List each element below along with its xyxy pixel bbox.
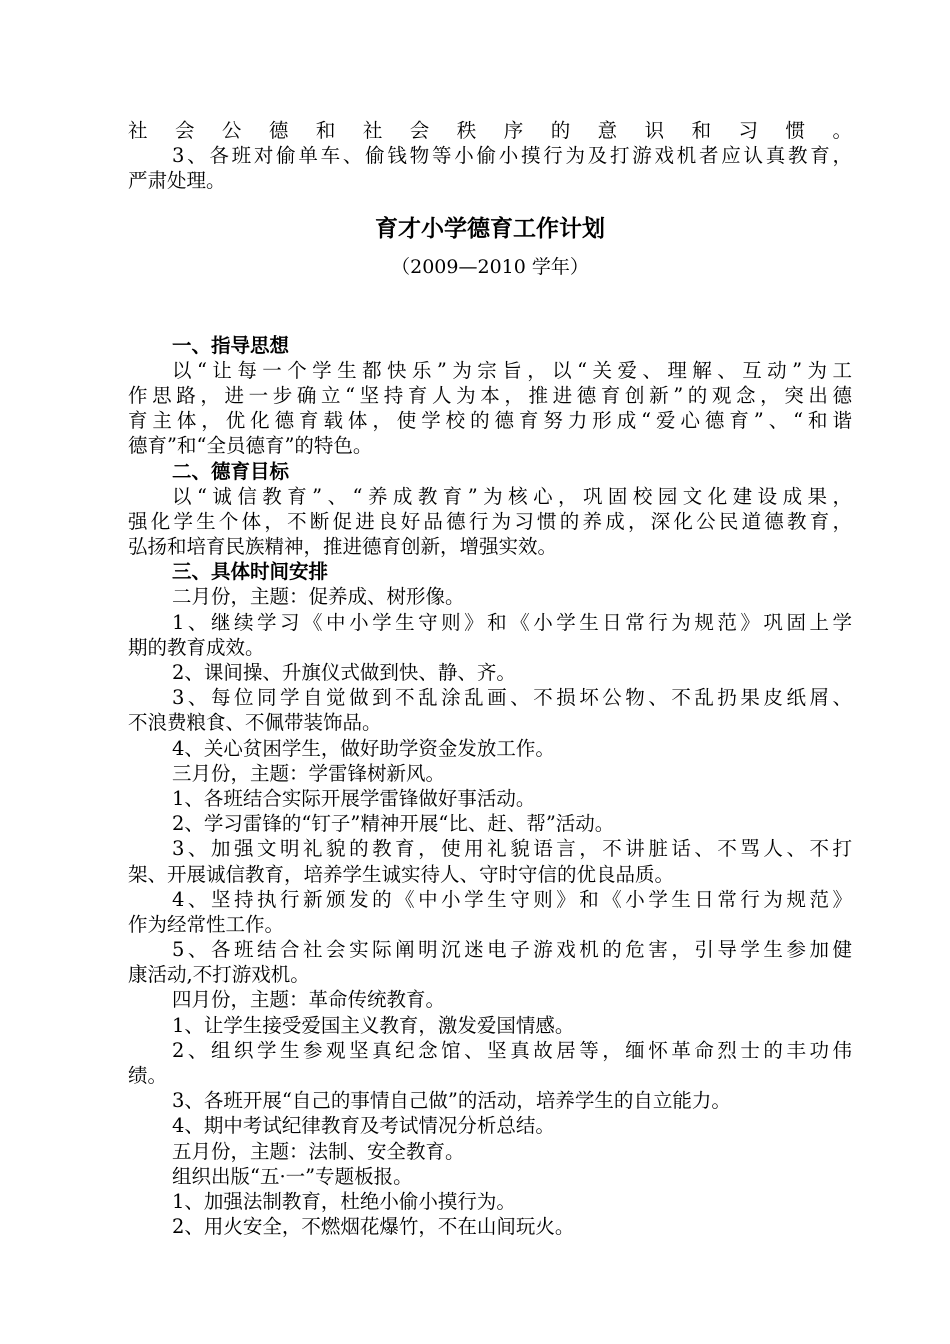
intro-line: 严肃处理。 [128,169,226,193]
spacer [128,282,852,333]
section-heading: 三、具体时间安排 [172,560,329,584]
paragraph-line: 不浪费粮食、不佩带装饰品。 [128,711,382,735]
paragraph-line: 4、坚持执行新颁发的《中小学生守则》和《小学生日常行为规范》 [172,887,852,911]
document-subtitle: （2009—2010 学年） [391,255,589,278]
paragraph-line: 康活动,不打游戏机。 [128,963,310,987]
section-heading: 一、指导思想 [172,333,290,357]
intro-line: 社会公德和社会秩序的意识和习惯。 [128,119,852,142]
paragraph-line: 2、课间操、升旗仪式做到快、静、齐。 [172,661,516,684]
month-theme: 五月份，主题：法制、安全教育。 [172,1139,465,1163]
paragraph-line: 4、关心贫困学生，做好助学资金发放工作。 [172,736,555,760]
paragraph-line: 作为经常性工作。 [128,912,285,936]
intro-line: 3、各班对偷单车、偷钱物等小偷小摸行为及打游戏机者应认真教育， [172,144,852,168]
paragraph-line: 育主体，优化德育载体，使学校的德育努力形成“爱心德育”、“和谐 [128,409,852,433]
paragraph-line: 强化学生个体，不断促进良好品德行为习惯的养成，深化公民道德教育， [128,509,852,533]
paragraph-line: 以“让每一个学生都快乐”为宗旨，以“关爱、理解、互动”为工 [172,358,852,382]
paragraph-line: 以“诚信教育”、“养成教育”为核心，巩固校园文化建设成果， [172,484,852,508]
document-title: 育才小学德育工作计划 [375,215,605,242]
paragraph-line: 组织出版“五·一”专题板报。 [172,1164,413,1188]
paragraph-line: 1、继续学习《中小学生守则》和《小学生日常行为规范》巩固上学 [172,610,852,634]
paragraph-line: 德育”和“全员德育”的特色。 [128,434,373,458]
paragraph-line: 架、开展诚信教育，培养学生诚实待人、守时守信的优良品质。 [128,862,675,886]
section-heading: 二、德育目标 [172,459,290,483]
month-theme: 二月份，主题：促养成、树形像。 [172,585,465,609]
paragraph-line: 3、各班开展“自己的事情自己做”的活动，培养学生的自立能力。 [172,1089,731,1113]
paragraph-line: 作思路，进一步确立“坚持育人为本，推进德育创新”的观念，突出德 [128,383,852,407]
paragraph-line: 2、组织学生参观坚真纪念馆、坚真故居等，缅怀革命烈士的丰功伟 [172,1038,852,1062]
month-theme: 四月份，主题：革命传统教育。 [172,988,446,1012]
paragraph-line: 1、加强法制教育，杜绝小偷小摸行为。 [172,1189,516,1213]
paragraph-line: 绩。 [128,1064,168,1087]
paragraph-line: 2、用火安全，不燃烟花爆竹，不在山间玩火。 [172,1215,575,1239]
paragraph-line: 弘扬和培育民族精神，推进德育创新，增强实效。 [128,535,558,559]
month-theme: 三月份，主题：学雷锋树新风。 [172,761,446,785]
paragraph-line: 4、期中考试纪律教育及考试情况分析总结。 [172,1114,555,1138]
paragraph-line: 2、学习雷锋的“钉子”精神开展“比、赶、帮”活动。 [172,812,615,836]
paragraph-line: 5、各班结合社会实际阐明沉迷电子游戏机的危害，引导学生参加健 [172,938,852,962]
paragraph-line: 1、让学生接受爱国主义教育，激发爱国情感。 [172,1013,575,1037]
document-page [128,118,852,1239]
paragraph-line: 1、各班结合实际开展学雷锋做好事活动。 [172,786,536,810]
paragraph-line: 期的教育成效。 [128,635,265,659]
paragraph-line: 3、每位同学自觉做到不乱涂乱画、不损坏公物、不乱扔果皮纸屑、 [172,686,852,710]
paragraph-line: 3、加强文明礼貌的教育，使用礼貌语言，不讲脏话、不骂人、不打 [172,837,852,861]
